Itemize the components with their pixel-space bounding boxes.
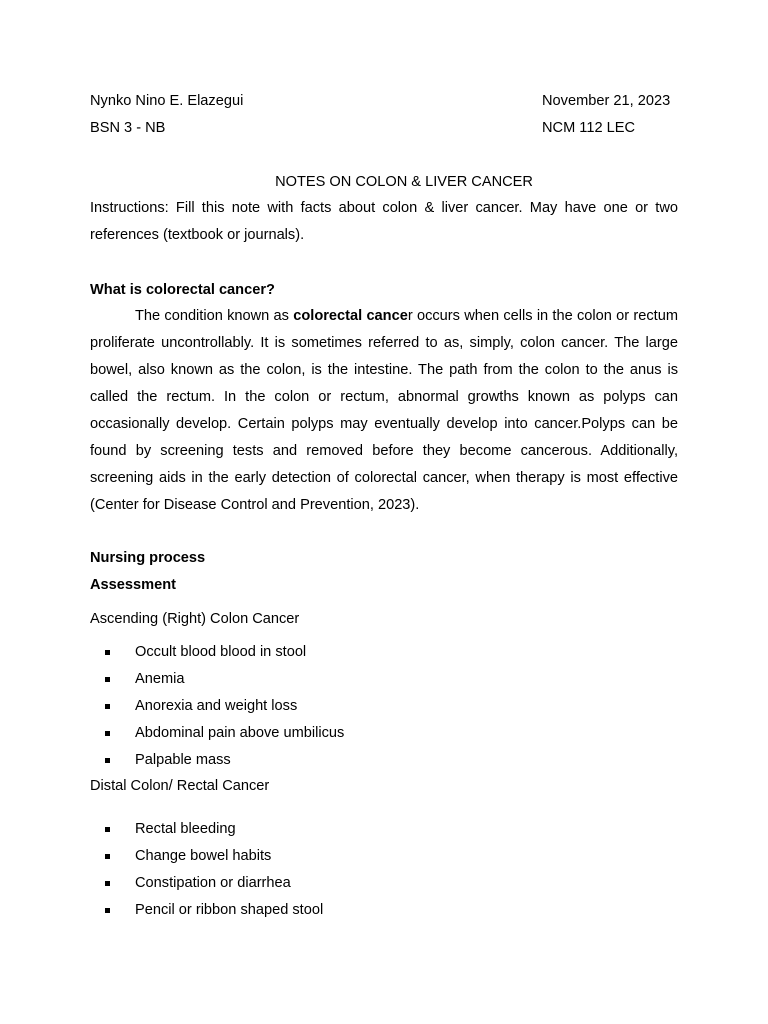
list-item: Occult blood blood in stool <box>90 642 344 669</box>
definition-rest: r occurs when cells in the colon or rectum proliferate uncontrollably. It is sometimes referred to as, simply, colon cancer. The large bowel, also known as the colon, is the intestine. The path from the colon to the anus is called the rectum. In the colon or rectum, abnormal growths known as polyps can occasionally develop. Certain polyps may eventually develop into cancer.Polyps can be found by screening tests and removed before they become cancerous. Additionally, screening aids in the early detection of colorectal cancer, when therapy is most effective (Center for Disease Control and Prevention, 2023). <box>90 308 678 513</box>
question-heading: What is colorectal cancer? <box>90 282 275 298</box>
distal-symptom-list <box>90 819 323 927</box>
assessment-heading: Assessment <box>90 577 176 593</box>
document-date: November 21, 2023 <box>542 93 671 109</box>
distal-colon-heading: Distal Colon/ Rectal Cancer <box>90 778 270 794</box>
page-title: NOTES ON COLON & LIVER CANCER <box>275 174 533 190</box>
list-item: Anorexia and weight loss <box>90 696 344 723</box>
list-item: Constipation or diarrhea <box>90 873 323 900</box>
list-item: Palpable mass <box>90 750 344 777</box>
course-code: NCM 112 LEC <box>542 120 635 136</box>
definition-lead: The condition known as <box>135 308 294 324</box>
student-name: Nynko Nino E. Elazegui <box>90 93 244 109</box>
instructions-paragraph: Instructions: Fill this note with facts about colon & liver cancer. May have one or two references (textbook or journals). <box>90 200 678 243</box>
definition-paragraph <box>90 303 678 519</box>
list-item: Anemia <box>90 669 344 696</box>
list-item: Abdominal pain above umbilicus <box>90 723 344 750</box>
list-item: Pencil or ribbon shaped stool <box>90 900 323 927</box>
list-item: Change bowel habits <box>90 846 323 873</box>
list-item: Rectal bleeding <box>90 819 323 846</box>
nursing-process-heading: Nursing process <box>90 550 206 566</box>
definition-bold-term: colorectal cance <box>293 308 408 324</box>
ascending-colon-heading: Ascending (Right) Colon Cancer <box>90 611 300 627</box>
student-section: BSN 3 - NB <box>90 120 166 136</box>
ascending-symptom-list <box>90 642 344 777</box>
